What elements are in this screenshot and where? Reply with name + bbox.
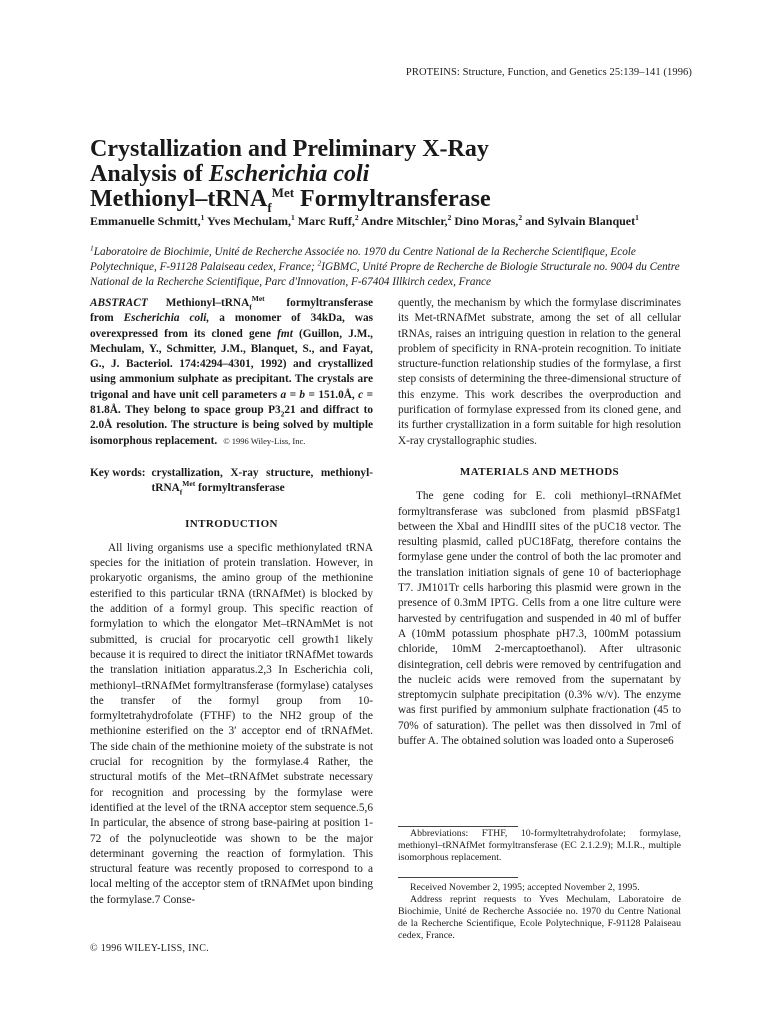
title-line-2-italic: Escherichia coli	[208, 161, 370, 187]
abstract-italic: Escherichia coli,	[123, 312, 210, 325]
author-name: Andre Mitschler,	[358, 214, 448, 228]
affiliation-2: IGBMC, Unité Propre de Recherche de Biologie Structurale no. 9004 du Centre National de la Recherche Scientifique, Parc d'Innovation, F-67404 Illkirch cedex, France	[90, 261, 680, 288]
section-heading-introduction: INTRODUCTION	[185, 517, 278, 530]
author-affil-mark: 2	[354, 213, 359, 222]
section-heading-methods: MATERIALS AND METHODS	[459, 465, 620, 478]
left-column	[90, 296, 373, 908]
keywords-text: crystallization, X-ray structure, methionyl-tRNA	[151, 466, 373, 495]
author-name: Emmanuelle Schmitt,	[90, 214, 201, 228]
title-line-1: Crystallization and Preliminary X-Ray	[90, 136, 489, 162]
keywords-label: Key words:	[90, 466, 146, 479]
affiliations	[90, 245, 690, 290]
title-subscript: f	[267, 199, 272, 215]
abstract-text: = 151.0Å,	[305, 388, 359, 401]
keywords-list	[152, 466, 373, 497]
author-affil-mark: 1	[635, 213, 639, 222]
received-dates: Received November 2, 1995; accepted November 2, 1995.	[410, 882, 640, 893]
keywords-text: formyltransferase	[195, 482, 285, 495]
abstract-sub: f	[249, 302, 252, 312]
abstract	[90, 296, 373, 449]
affil-mark: 1	[90, 243, 94, 253]
footnote-abbreviations: Abbreviations: FTHF, 10-formyltetrahydrofolate; formylase, methionyl–tRNAfMet formyltransferase (EC 2.1.2.9); M.I.R., multiple isomorphous replacement.	[398, 828, 681, 863]
author-list	[90, 213, 690, 229]
author-affil-mark: 1	[200, 213, 205, 222]
abstract-sub: 2	[280, 409, 285, 419]
reprint-address: Address reprint requests to Yves Mechulam, Laboratoire de Biochimie, Unité de Recherche Associée no. 1970 du Centre National de la Recherche Scientifique, Ecole Polytechnique, F-91128 Palaiseau cedex, France.	[398, 894, 681, 941]
abstract-text: Methionyl–tRNA	[165, 297, 250, 309]
abstract-italic: a = b	[280, 388, 306, 401]
author-name: Yves Mechulam,	[204, 214, 291, 228]
methods-paragraph: The gene coding for E. coli methionyl–tRNAfMet formyltransferase was subcloned from plasmid pBSFatg1 between the XbaI and HindIII sites of the pUC18 vector. The resulting plasmid, called pUC18Fatg, therefore contains the formylase gene under the control of both the lac promoter and the translation initiation signals of gene 10 of bacteriophage T7. JM101Tr cells harboring this plasmid were grown in the presence of 0.3mM IPTG. Cells from a one litre culture were harvested by centrifugation and suspended in 40 ml of buffer A (10mM potassium phosphate pH7.3, 100mM potassium chloride, 10mM 2-mercaptoethanol). After ultrasonic disintegration, cell debris were removed by centrifugation and the nucleic acids were removed from the supernatant by streptomycin sulphate precipitation (0.3% w/v). The enzyme was first purified by ammonium sulphate fractionation (45 to 70% of saturation). The pellet was then dissolved in 7ml of buffer A. The obtained solution was loaded onto a Superose6	[398, 490, 681, 748]
abstract-label: ABSTRACT	[90, 297, 148, 309]
title-line-3-suffix: Formyltransferase	[294, 186, 491, 212]
abstract-italic: fmt	[277, 327, 293, 340]
author-affil-mark: 1	[290, 213, 295, 222]
abstract-text: formyltransferase from	[90, 297, 373, 325]
abstract-text: a monomer of 34kDa, was overexpressed from its cloned gene	[90, 312, 373, 340]
abstract-sup: Met	[251, 294, 265, 304]
footnote-rule	[398, 877, 518, 878]
abstract-text: 21 and diffract to 2.0Å resolution. The structure is being solved by multiple isomorphous replacement.	[90, 404, 373, 447]
footer-copyright: © 1996 WILEY-LISS, INC.	[90, 943, 210, 954]
author-affil-mark: 2	[447, 213, 452, 222]
affil-mark: 2	[317, 258, 322, 268]
keywords	[90, 466, 373, 497]
abstract-text: = 81.8Å. They belong to space group P3	[90, 388, 374, 417]
author-name: Marc Ruff,	[294, 214, 355, 228]
right-column	[398, 296, 681, 749]
article-title	[90, 136, 650, 215]
abstract-text: (Guillon, J.M., Mechulam, Y., Schmitter, J.M., Blanquet, S., and Fayat, G., J. Bacteriol. 174:4294–4301, 1992) and crystallized using ammonium sulphate as precipitant. The crystals are trigonal and have unit cell parameters	[90, 327, 374, 401]
abstract-italic: c	[358, 388, 364, 401]
affiliation-1: Laboratoire de Biochimie, Unité de Recherche Associée no. 1970 du Centre National de la Recherche Scientifique, Ecole Polytechnique, F-91128 Palaiseau cedex, France;	[90, 246, 636, 273]
abstract-copyright: © 1996 Wiley-Liss, Inc.	[223, 435, 306, 446]
running-head: PROTEINS: Structure, Function, and Genetics 25:139–141 (1996)	[405, 67, 692, 78]
introduction-continued: quently, the mechanism by which the formylase discriminates its Met-tRNAfMet substrate, among the set of all cellular tRNAs, raises an intriguing question in relation to the general problem of specificity in RNA-protein recognition. To initiate structure-function relationship studies of the formylase, a first step consists of determining the three-dimensional structure of this enzyme. This work describes the overproduction and purification of formylase expressed from its cloned gene, and its further crystallization in a form suitable for high resolution X-ray crystallographic studies.	[398, 297, 681, 447]
author-name: Dino Moras,	[451, 214, 519, 228]
author-name: and Sylvain Blanquet	[522, 214, 636, 228]
introduction-paragraph: All living organisms use a specific methionylated tRNA species for the initiation of protein translation. However, in prokaryotic organisms, the amino group of the methionine esterified to this particular tRNA (tRNAfMet) is blocked by the addition of a formyl group. This specific reaction of formylation to which the elongator Met–tRNAmMet is not submitted, is crucial for procaryotic cell growth1 likely because it is required to direct the initiator tRNAfMet towards the translation initiation apparatus.2,3 In Escherichia coli, methionyl–tRNAfMet formyltransferase (formylase) catalyses the transfer of the formyl group from 10-formyltetrahydrofolate (FTHF) to the NH2 group of the methionine esterified on the 3′ acceptor end of tRNAfMet. The side chain of the methionine moiety of the substrate is not crucial for recognition by the formylase.4 Rather, the structural motifs of the Met–tRNAfMet substrate necessary for recognition and processing by the formylase were identified at the level of the tRNA acceptor stem sequence.5,6 In particular, the absence of strong base-pairing at position 1-72 of the polynucleotide was shown to be the major determinant governing the reaction of formylation. This structural feature was recently proposed to correspond to a local melting of the acceptor stem of tRNAfMet upon binding the formylase.7 Conse-	[90, 541, 373, 906]
title-line-3-prefix: Methionyl–tRNA	[90, 186, 268, 212]
author-affil-mark: 2	[518, 213, 523, 222]
title-superscript: Met	[271, 185, 295, 200]
keywords-sub: f	[179, 487, 183, 497]
title-line-2-prefix: Analysis of	[90, 161, 209, 187]
keywords-sup: Met	[182, 479, 196, 489]
footnote-received	[398, 882, 681, 942]
